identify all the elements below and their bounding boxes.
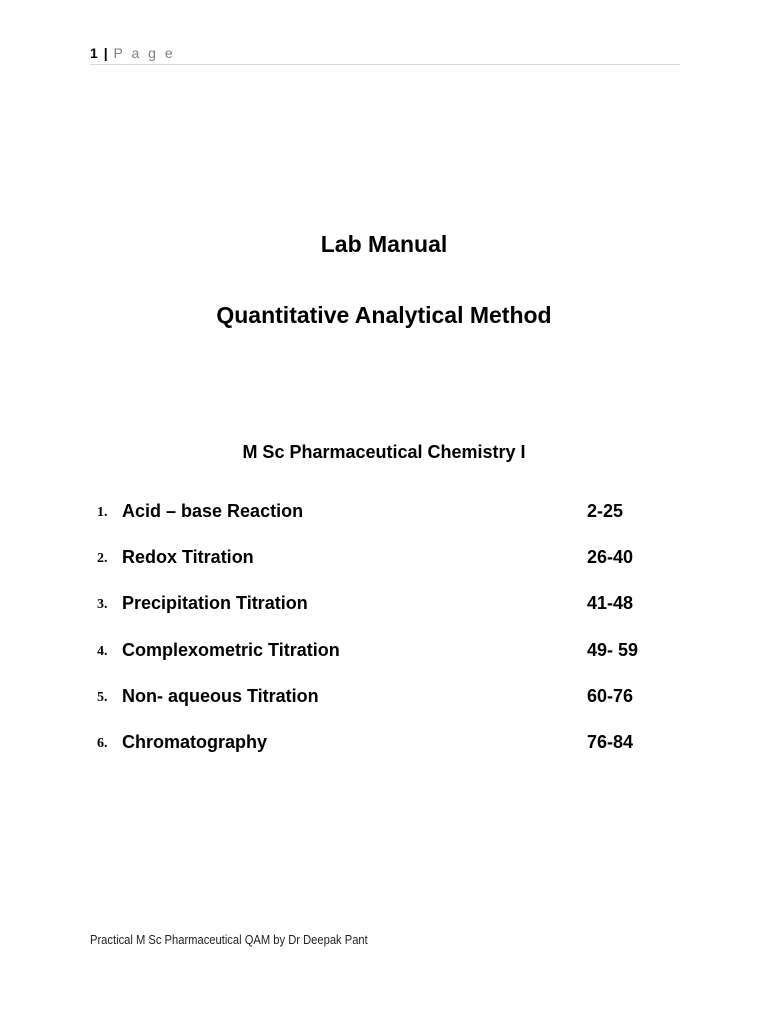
table-of-contents <box>97 499 657 776</box>
toc-item-number: 3. <box>97 597 108 613</box>
toc-item-pages: 2-25 <box>587 501 624 521</box>
toc-item-number: 6. <box>97 735 108 751</box>
toc-item-number: 1. <box>97 505 108 520</box>
toc-item-pages: 26-40 <box>587 547 634 568</box>
toc-item-number: 5. <box>97 689 108 705</box>
toc-item <box>97 638 657 684</box>
toc-item-label: Acid – base Reaction <box>122 501 304 521</box>
toc-item <box>97 730 657 776</box>
document-title: Lab Manual <box>320 231 448 257</box>
page-footer: Practical M Sc Pharmaceutical QAM by Dr Deepak Pant <box>90 932 368 947</box>
toc-item-pages: 49- 59 <box>587 639 639 660</box>
toc-item-label: Precipitation Titration <box>122 593 308 614</box>
toc-item-pages: 76-84 <box>587 731 634 752</box>
course-name: M Sc Pharmaceutical Chemistry I <box>242 442 526 462</box>
toc-item <box>97 499 657 545</box>
toc-item-label: Redox Titration <box>122 547 254 568</box>
page-separator: | <box>103 45 108 61</box>
page-header <box>90 44 680 65</box>
toc-item <box>97 591 657 637</box>
toc-item-number: 2. <box>97 551 108 567</box>
toc-item-pages: 60-76 <box>587 685 634 706</box>
toc-item-label: Complexometric Titration <box>122 639 340 660</box>
toc-item-label: Non- aqueous Titration <box>122 685 319 706</box>
toc-item <box>97 684 657 730</box>
page-label: P a g e <box>113 45 176 61</box>
toc-item-pages: 41-48 <box>587 593 634 614</box>
toc-item <box>97 545 657 591</box>
toc-item-number: 4. <box>97 643 108 659</box>
page-number: 1 <box>90 45 98 61</box>
document-subtitle: Quantitative Analytical Method <box>216 302 552 328</box>
toc-item-label: Chromatography <box>122 731 268 752</box>
